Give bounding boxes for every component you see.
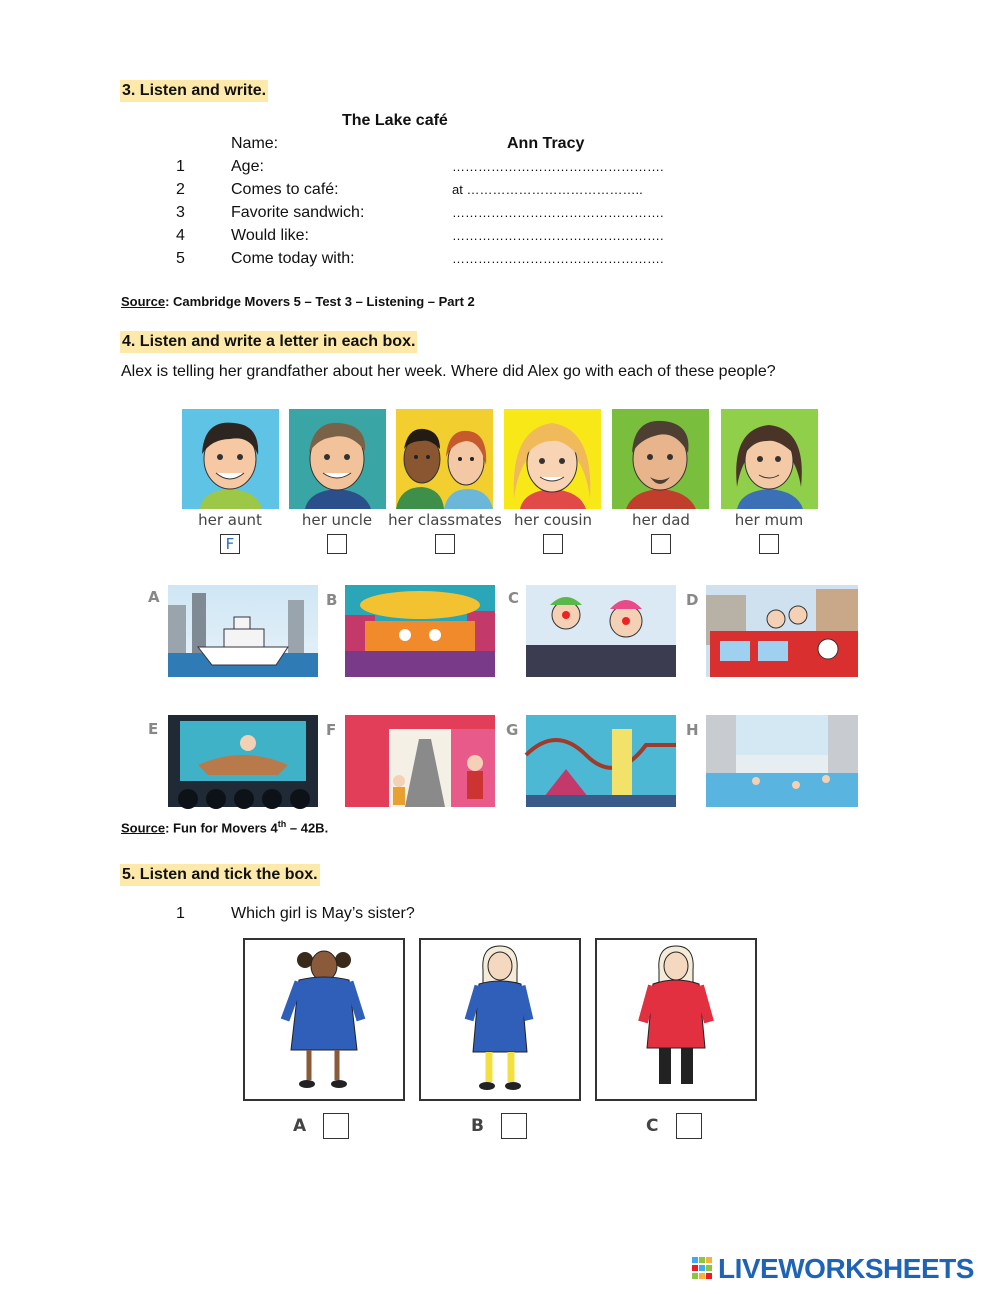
scene-label-e: E — [148, 720, 159, 738]
form-row-answer-field[interactable]: …………………………………………. — [452, 251, 664, 266]
portrait-uncle — [289, 409, 386, 509]
scene-label-b: B — [326, 591, 338, 609]
section4-instruction: Alex is telling her grandfather about her week. Where did Alex go with each of these people? — [121, 363, 776, 380]
form-row-number: 1 — [176, 158, 185, 175]
person-caption: her dad — [632, 511, 690, 529]
form-row-answer-field[interactable]: at ………………………………….. — [452, 182, 643, 197]
letter-answer-box[interactable] — [543, 534, 563, 554]
letter-answer-box[interactable] — [327, 534, 347, 554]
form-row-number: 5 — [176, 250, 185, 267]
section5-heading: 5. Listen and tick the box. — [120, 864, 320, 886]
tick-box[interactable] — [501, 1113, 527, 1139]
scene-label-f: F — [326, 721, 337, 739]
liveworksheets-brand: LIVEWORKSHEETS — [718, 1253, 974, 1284]
scene-shopping — [345, 715, 495, 807]
scene-label-a: A — [148, 588, 160, 606]
form-row-answer-field[interactable]: …………………………………………. — [452, 205, 664, 220]
girl-picture-a — [243, 938, 405, 1101]
question-text: Which girl is May’s sister? — [231, 905, 415, 922]
scene-label-h: H — [686, 721, 699, 739]
form-row-label: Would like: — [231, 227, 309, 244]
form-row-answer-field[interactable]: …………………………………………. — [452, 159, 664, 174]
form-row-number: 3 — [176, 204, 185, 221]
scene-cinema — [168, 715, 318, 807]
source-text: : Fun for Movers 4 — [165, 820, 278, 836]
portrait-cousin — [504, 409, 601, 509]
liveworksheets-logo-icon — [692, 1257, 714, 1281]
person-caption: her uncle — [301, 511, 373, 529]
option-label: A — [293, 1116, 307, 1136]
tick-box[interactable] — [676, 1113, 702, 1139]
girl-picture-b — [419, 938, 581, 1101]
source-text: : Cambridge Movers 5 – Test 3 – Listening – Part 2 — [165, 294, 475, 309]
girl-picture-c — [595, 938, 757, 1101]
person-caption: her aunt — [198, 511, 262, 529]
scene-concert — [345, 585, 495, 677]
source-sup: th — [277, 819, 287, 829]
name-label: Name: — [231, 135, 279, 152]
form-row-label: Comes to café: — [231, 181, 339, 198]
tick-box[interactable] — [323, 1113, 349, 1139]
form-row-answer-field[interactable]: …………………………………………. — [452, 228, 664, 243]
letter-answer-box[interactable] — [435, 534, 455, 554]
form-row-label: Age: — [231, 158, 264, 175]
person-caption: her classmates — [388, 511, 502, 529]
section4-source — [121, 816, 328, 836]
portrait-mum — [721, 409, 818, 509]
scene-label-d: D — [686, 591, 699, 609]
form-row-number: 4 — [176, 227, 185, 244]
form-row-number: 2 — [176, 181, 185, 198]
section3-heading: 3. Listen and write. — [120, 80, 268, 102]
scene-boat — [168, 585, 318, 677]
question-number: 1 — [176, 905, 185, 922]
portrait-dad — [612, 409, 709, 509]
letter-answer-box[interactable]: F — [220, 534, 240, 554]
person-caption: her mum — [734, 511, 804, 529]
section3-source — [121, 294, 475, 310]
scene-pool — [706, 715, 858, 807]
scene-label-c: C — [508, 589, 520, 607]
letter-answer-box[interactable] — [651, 534, 671, 554]
portrait-aunt — [182, 409, 279, 509]
section4-heading: 4. Listen and write a letter in each box. — [120, 331, 417, 353]
person-caption: her cousin — [513, 511, 593, 529]
source-label: Source — [121, 820, 166, 836]
form-row-label: Come today with: — [231, 250, 355, 267]
option-label: C — [646, 1116, 659, 1136]
scene-label-g: G — [506, 721, 519, 739]
letter-answer-box[interactable] — [759, 534, 779, 554]
scene-circus — [526, 585, 676, 677]
scene-bus — [706, 585, 858, 677]
cafe-title: The Lake café — [342, 112, 448, 129]
source-text-end: – 42B. — [286, 820, 329, 836]
portrait-classmates — [396, 409, 493, 509]
source-label: Source — [121, 294, 166, 309]
scene-funfair — [526, 715, 676, 807]
option-label: B — [471, 1116, 484, 1136]
form-row-label: Favorite sandwich: — [231, 204, 365, 221]
name-value: Ann Tracy — [507, 135, 585, 152]
